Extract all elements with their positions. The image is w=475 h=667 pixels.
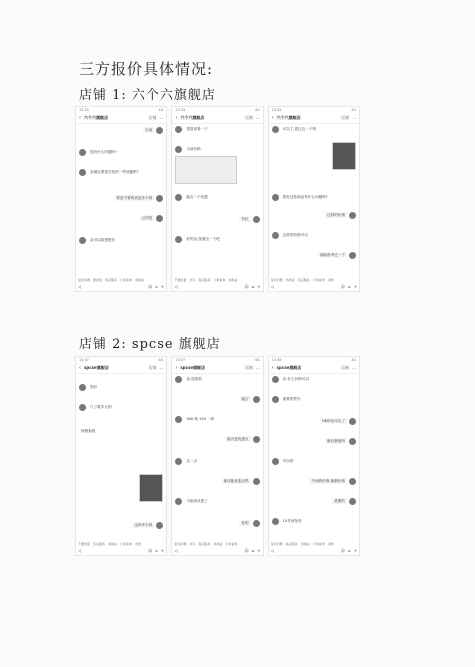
status-time: 13:34 [175,108,186,112]
quick-reply-chip[interactable]: 订单查询 [225,542,238,546]
chat-header [76,363,166,374]
avatar [175,146,182,153]
quick-reply-chip[interactable]: 常见问题 [270,278,283,282]
quick-reply-chip[interactable]: 订单查询 [120,278,133,282]
follow-button[interactable]: 店铺 [148,365,157,370]
chat-message: 当前价格 [175,146,202,153]
gift-icon[interactable]: ⌂ [155,284,158,289]
quick-reply-chips [174,278,260,282]
avatar [175,416,182,423]
chat-message: 300 吨 150 一套 [175,416,216,423]
plus-icon[interactable]: + [353,548,357,553]
product-photo [139,474,163,502]
chat-message: 亲,您看看 [175,376,204,383]
avatar [79,237,86,244]
avatar [349,438,356,445]
quick-reply-chips [271,542,357,546]
chat-message: 这样的价格可以 [272,232,310,239]
chat-message: 帮您查看一下 [175,126,210,133]
avatar [79,149,86,156]
plus-icon[interactable]: + [257,284,261,289]
quick-reply-chip[interactable]: 退款 [135,542,142,546]
avatar [272,376,279,383]
chat-area [172,124,262,275]
status-signal: 4G [351,358,356,362]
chat-area [76,374,166,539]
chat-header [172,363,262,374]
phone-screenshot [171,356,263,556]
status-signal: 4G [254,358,260,362]
voice-icon[interactable]: ◁ [270,284,274,289]
back-arrow-icon[interactable]: ‹ [271,365,274,371]
chat-message: 需要的型号 [272,396,303,403]
shop-title: spcse旗舰店 [180,365,206,370]
chat-message: 目前 [143,127,163,134]
avatar [156,195,163,202]
avatar [175,498,182,505]
plus-icon[interactable]: + [353,284,357,289]
chat-message: 不能再优惠了 [175,498,210,505]
chat-message: 那还能优惠点吗 [222,478,260,485]
avatar [272,232,279,239]
chat-message: 尺寸要多大的 [79,404,114,411]
quick-reply-chip[interactable]: 常见问题 [78,278,91,282]
quick-reply-chip[interactable]: 不要质量 [78,542,91,546]
more-icon[interactable]: ··· [159,365,164,371]
input-bar [174,548,260,553]
chat-message: 亲最近要是手机的一些问题吗? [79,169,141,176]
product-photo [332,142,356,170]
phone-screenshot [75,356,167,556]
shop-title: 六个六旗舰店 [180,115,205,120]
back-arrow-icon[interactable]: ‹ [175,115,178,121]
status-signal: 4G [254,108,260,112]
follow-button[interactable]: 店铺 [244,365,253,370]
more-icon[interactable]: ··· [352,365,356,371]
quick-reply-chip[interactable]: 常见问题 [270,542,283,546]
quick-reply-chips [78,278,164,282]
follow-button[interactable]: 店铺 [148,115,157,120]
emoji-icon[interactable]: ☺ [244,548,249,553]
quick-reply-chip[interactable]: 订单查询 [213,278,226,282]
chat-message: 规格参数 [81,429,96,433]
more-icon[interactable]: ··· [352,115,356,121]
quick-reply-chip[interactable]: 好评 [189,278,196,282]
avatar [175,126,182,133]
gift-icon[interactable]: ⌂ [348,284,351,289]
back-arrow-icon[interactable]: ‹ [271,115,274,121]
section-title-shop-2: 店铺 2: spcse 旗舰店 [79,337,221,352]
follow-button[interactable]: 店铺 [341,365,350,370]
avatar [272,518,279,525]
follow-button[interactable]: 店铺 [341,115,350,120]
image-message[interactable] [139,474,163,502]
chat-message: 这一点 [175,458,199,465]
voice-icon[interactable]: ◁ [270,548,274,553]
plus-icon[interactable]: + [257,548,261,553]
quick-reply-chips [271,278,357,282]
page-heading: 三方报价具体情况: [79,60,214,78]
emoji-icon[interactable]: ☺ [340,284,346,289]
quick-reply-chip[interactable]: 售后服务 [297,278,310,282]
chat-message: 最后最低吗 [325,438,356,445]
quick-reply-chips [174,542,260,546]
chat-message: 好的 [239,520,259,527]
avatar [272,126,279,133]
back-arrow-icon[interactable]: ‹ [79,115,81,121]
quick-reply-chip[interactable]: 退换货 [108,542,118,546]
voice-icon[interactable]: ◁ [78,284,82,289]
quick-reply-chip[interactable]: 订单查询 [120,542,133,546]
avatar [156,215,163,222]
input-bar [271,284,357,289]
chat-message: 可以的 [272,458,296,465]
voice-icon[interactable]: ◁ [174,548,178,553]
avatar [175,194,182,201]
quick-reply-chip[interactable]: 售后服务 [93,542,106,546]
avatar [253,478,260,485]
gift-icon[interactable]: ⌂ [251,548,255,553]
input-bar [78,548,164,553]
emoji-icon[interactable]: ☺ [340,548,346,553]
avatar [156,127,163,134]
avatar [253,520,260,527]
quick-reply-chip[interactable]: 退换货 [228,278,238,282]
chat-message: 要是不要的话是多少钱 [114,195,163,202]
status-signal: 4G [158,108,164,112]
product-card[interactable] [175,156,237,184]
chat-message: 10号前发货 [272,518,304,525]
status-signal: 4G [351,108,356,112]
voice-icon[interactable]: ◁ [78,548,82,553]
avatar [272,194,279,201]
avatar [156,522,163,529]
more-icon[interactable]: ··· [255,365,260,371]
chat-message: 能否 [239,396,259,403]
more-icon[interactable]: ··· [159,115,164,121]
avatar [175,236,182,243]
input-bar [78,284,164,289]
chat-message: OK的话可以了 [320,418,356,425]
avatar [175,458,182,465]
chat-message: 那我再考虑一下 [318,252,356,259]
status-time: 13:37 [175,358,186,362]
quick-reply-chip[interactable]: 常见问题 [174,542,187,546]
chat-message: 能否一个优惠 [175,194,210,201]
quick-reply-chip[interactable]: 好评 [189,542,196,546]
chat-area [269,374,359,539]
quick-reply-chip[interactable]: 订单查询 [312,278,325,282]
chat-message: 价位 [239,216,259,223]
quick-reply-chip[interactable]: 退款 [327,542,334,546]
quick-reply-chip[interactable]: 退换货 [213,542,223,546]
follow-button[interactable]: 店铺 [244,115,253,120]
status-time: 13:38 [271,358,282,362]
emoji-icon[interactable]: ☺ [244,284,249,289]
plus-icon[interactable]: + [160,548,165,553]
quick-reply-chip[interactable]: 退款 [327,278,334,282]
shop-title: spcse旗舰店 [84,365,109,370]
avatar [272,396,279,403]
quick-reply-chip[interactable]: 不要质量 [174,278,187,282]
avatar [272,458,279,465]
screenshot-row-shop-1 [75,106,360,290]
avatar [349,418,356,425]
chat-message: 可以了,您这边一下吧 [272,126,319,133]
quick-reply-chip[interactable]: 退换货 [300,542,310,546]
back-arrow-icon[interactable]: ‹ [79,365,81,371]
chat-message: 已回复 [140,215,164,222]
chat-message: 需要的 [332,498,356,505]
shop-title: 六个六旗舰店 [84,115,108,120]
phone-screenshot [268,356,360,556]
chat-message: 亲,什么价格可以 [272,376,311,383]
avatar [253,396,260,403]
emoji-icon[interactable]: ☺ [148,284,153,289]
back-arrow-icon[interactable]: ‹ [175,365,178,371]
status-time: 13:35 [271,108,282,112]
chat-header [172,113,262,124]
phone-screenshot [268,106,360,292]
chat-area [76,124,166,275]
section-title-shop-1: 店铺 1: 六个六旗舰店 [79,88,216,103]
more-icon[interactable]: ··· [255,115,260,121]
quick-reply-chip[interactable]: 退换货 [285,278,295,282]
avatar [349,252,356,259]
image-message[interactable] [332,142,356,170]
phone-screenshot [75,106,167,292]
chat-area [172,374,262,539]
quick-reply-chip[interactable]: 售后服务 [198,278,211,282]
avatar [253,436,260,443]
quick-reply-chip[interactable]: 售后服务 [198,542,211,546]
chat-message: 这样的价格 [325,212,356,219]
avatar [79,404,86,411]
chat-message: 能否更优惠点 [225,436,260,443]
quick-reply-chips [78,542,164,546]
gift-icon[interactable]: ⌂ [348,548,351,553]
chat-header [76,113,166,124]
quick-reply-chip[interactable]: 售后服务 [285,542,298,546]
emoji-icon[interactable]: ☺ [148,548,153,553]
chat-message: 您好这款商品有什么问题吗? [272,194,330,201]
avatar [349,498,356,505]
avatar [253,216,260,223]
input-bar [271,548,357,553]
chat-message: 这种多少钱 [132,522,163,529]
quick-reply-chip[interactable]: 售后服务 [105,278,118,282]
gift-icon[interactable]: ⌂ [251,284,255,289]
chat-area [269,124,359,275]
chat-message: 好的亲,按照这一下吧 [175,236,222,243]
chat-header [269,113,359,124]
avatar [79,384,86,391]
screenshot-row-shop-2 [75,356,360,554]
status-time: 13:37 [79,358,89,362]
avatar [349,478,356,485]
chat-header [269,363,359,374]
voice-icon[interactable]: ◁ [174,284,178,289]
chat-message: 中间的价格,最新价格 [309,478,356,485]
chat-message: 亲可以给您报价 [79,237,117,244]
quick-reply-chip[interactable]: 退换货 [135,278,145,282]
status-signal: 4G [158,358,164,362]
plus-icon[interactable]: + [160,284,165,289]
quick-reply-chip[interactable]: 要质量 [93,278,103,282]
quick-reply-chip[interactable]: 订单查询 [312,542,325,546]
status-time: 13:34 [79,108,89,112]
phone-screenshot [171,106,263,292]
gift-icon[interactable]: ⌂ [155,548,158,553]
avatar [349,212,356,219]
shop-title: 六个六旗舰店 [276,115,301,120]
shop-title: spcse旗舰店 [276,365,302,370]
input-bar [174,284,260,289]
chat-message: 您好 [79,384,99,391]
avatar [175,376,182,383]
avatar [79,169,86,176]
product-image [175,156,237,184]
chat-message: 您有什么问题吗~ [79,149,120,156]
